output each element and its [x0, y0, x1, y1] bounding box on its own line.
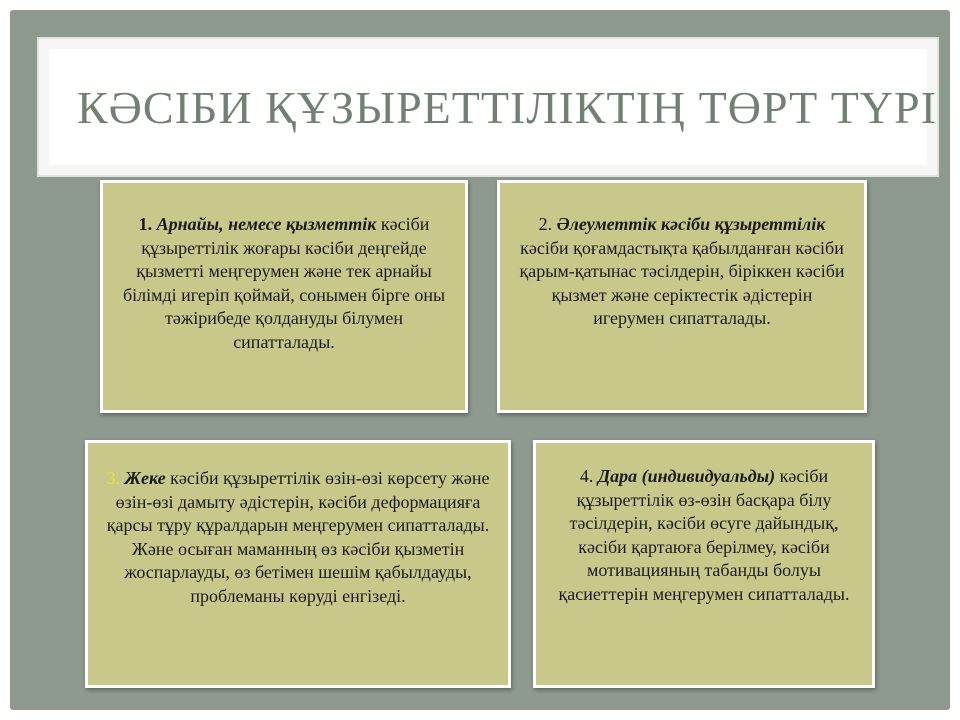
card-2-text — [514, 213, 850, 331]
card-3-text — [98, 467, 498, 608]
card-specialized-competence — [100, 180, 468, 413]
card-4-number: 4. — [579, 466, 594, 486]
card-1-text — [115, 213, 453, 354]
card-1-number: 1. — [138, 214, 153, 234]
card-4-text — [550, 465, 858, 606]
title-inner-panel — [49, 49, 937, 165]
card-1-lead: Арнайы, немесе қызметтік — [156, 214, 377, 234]
card-social-competence — [497, 180, 867, 413]
card-2-number: 2. — [538, 214, 553, 234]
card-3-number: 3. — [106, 468, 120, 488]
card-individual-competence — [533, 440, 875, 688]
card-1-body: кәсіби құзыреттілік жоғары кәсіби деңгейде қызметті меңгерумен және тек арнайы білімді игеріп қоймай, сонымен бірге оны тәжірибеде қолдануды білумен сипатталады. — [122, 214, 446, 352]
slide-title: КӘСІБИ ҚҰЗЫРЕТТІЛІКТІҢ ТӨРТ ТҮРІ — [77, 81, 937, 133]
card-personal-competence — [85, 440, 511, 688]
card-2-body: кәсіби қоғамдастықта қабылданған кәсіби қарым-қатынас тәсілдерін, біріккен кәсіби қызмет және серіктестік әдістерін игерумен сипатталады. — [519, 237, 845, 328]
card-4-lead: Дара (индивидуальды) — [597, 466, 776, 486]
card-4-body: кәсіби құзыреттілік өз-өзін басқара білу тәсілдерін, кәсіби өсуге дайындық, кәсіби қартаюға берілмеу, кәсіби мотивацияның табанды болуы қасиеттерін меңгерумен сипатталады. — [558, 466, 850, 604]
card-3-lead: Жеке — [124, 468, 166, 488]
card-3-body: кәсіби құзыреттілік өзін-өзі көрсету және өзін-өзі дамыту әдістерін, кәсіби деформацияға қарсы тұру құралдарын меңгерумен сипатталады. Және осыған маманның өз кәсіби қызметін жоспарлауды, өз бетімен шешім қабылдауды, проблеманы көруді енгізеді. — [106, 468, 490, 606]
title-band — [37, 37, 939, 177]
card-2-lead: Әлеуметтік кәсіби құзыреттілік — [556, 214, 826, 234]
